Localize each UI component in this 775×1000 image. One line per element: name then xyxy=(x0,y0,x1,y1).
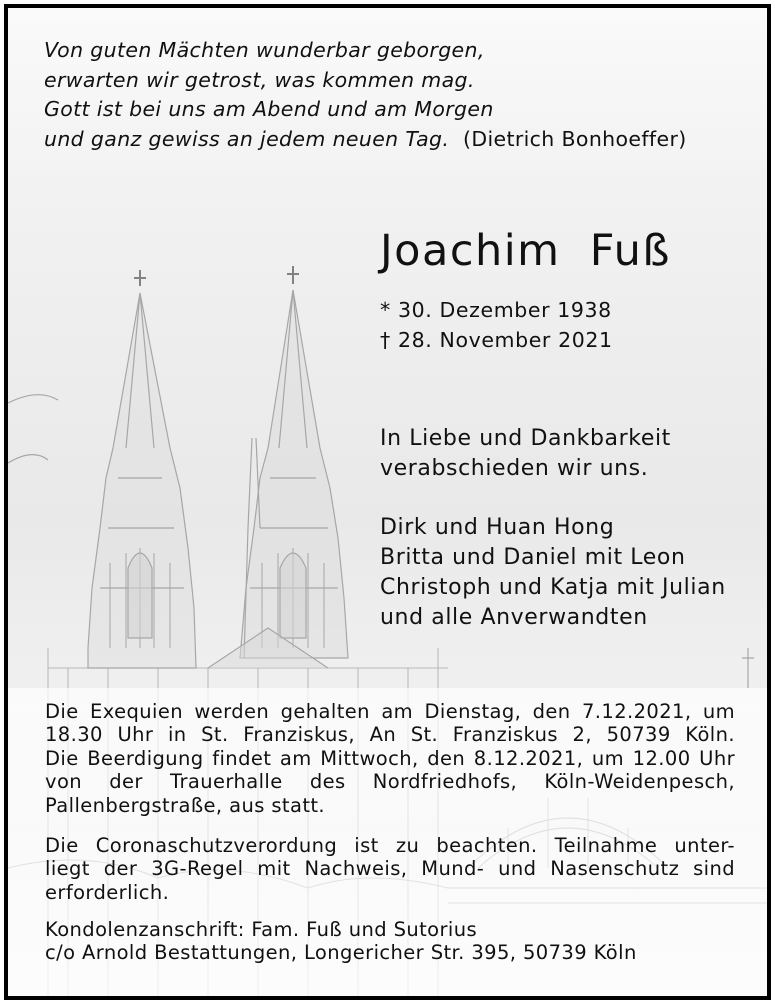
poem-line: und ganz gewiss an jedem neuen Tag. xyxy=(44,126,450,151)
mourner-line: Christoph und Katja mit Julian xyxy=(380,575,726,600)
farewell-line: In Liebe und Dankbarkeit xyxy=(380,426,671,451)
mourners-list xyxy=(380,513,726,633)
service-line: Die Beerdigung findet am Mittwoch, den 8.12.2021, um 12.00 Uhr xyxy=(45,746,735,770)
poem-line: erwarten wir getrost, was kommen mag. xyxy=(44,67,475,92)
farewell-line: verabschieden wir uns. xyxy=(380,456,649,481)
condolence-line: c/o Arnold Bestattungen, Longericher Str. 395, 50739 Köln xyxy=(45,941,637,965)
service-line: Pallenbergstraße, aus statt. xyxy=(45,793,326,817)
covid-notice xyxy=(45,834,735,904)
death-date: 28. November 2021 xyxy=(398,327,613,352)
deceased-name: Joachim Fuß xyxy=(380,226,671,276)
condolence-line: Kondolenzanschrift: Fam. Fuß und Sutorius xyxy=(45,918,478,941)
poem-quote xyxy=(44,36,687,154)
poem-line: Gott ist bei uns am Abend und am Morgen xyxy=(44,97,494,121)
death-cross-icon: † xyxy=(380,327,391,352)
service-line: 18.30 Uhr in St. Franziskus, An St. Franziskus 2, 50739 Köln. xyxy=(45,723,735,747)
life-dates xyxy=(380,296,613,355)
poem-line: Von guten Mächten wunderbar geborgen, xyxy=(44,38,485,62)
birth-date-row xyxy=(380,296,613,326)
mourner-line: Britta und Daniel mit Leon xyxy=(380,545,686,570)
covid-line: Die Coronaschutzverordung ist zu beachten. Teilnahme unter- xyxy=(45,834,735,857)
mourner-line: und alle Anverwandten xyxy=(380,605,648,630)
covid-line: liegt der 3G-Regel mit Nachweis, Mund- und Nasenschutz sind xyxy=(45,857,735,881)
poem-author: (Dietrich Bonhoeffer) xyxy=(462,126,687,151)
birth-star-icon: * xyxy=(380,298,391,322)
death-date-row xyxy=(380,326,613,356)
obituary-card xyxy=(4,4,771,1000)
service-line: von der Trauerhalle des Nordfriedhofs, Köln-Weidenpesch, xyxy=(45,770,735,794)
farewell-text xyxy=(380,424,671,484)
covid-line: erforderlich. xyxy=(45,880,170,904)
service-details xyxy=(45,700,735,817)
mourner-line: Dirk und Huan Hong xyxy=(380,515,615,540)
service-line: Die Exequien werden gehalten am Dienstag, den 7.12.2021, um xyxy=(45,700,735,723)
poem-line-last xyxy=(44,125,687,155)
condolence-address xyxy=(45,918,735,965)
birth-date: 30. Dezember 1938 xyxy=(398,298,612,322)
